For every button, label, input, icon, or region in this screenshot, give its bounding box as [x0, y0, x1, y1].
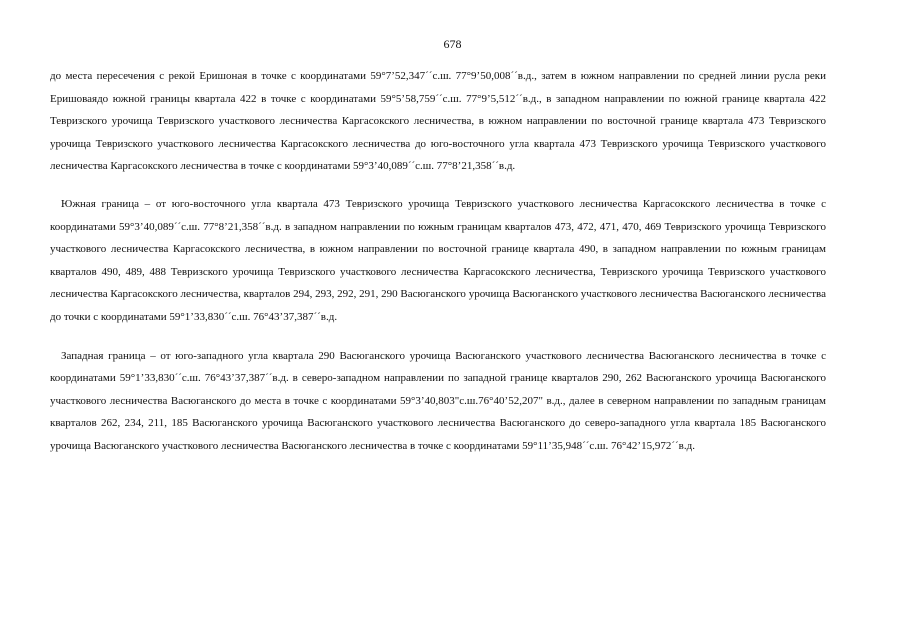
page-number: 678 — [443, 37, 462, 51]
paragraph-continuation: до места пересечения с рекой Еришоная в точке с координатами 59°7’52,347´´с.ш. 77°9’50,008´´в.д., затем в южном направлении по средней линии русла реки Еришоваядо южной границы квартала 422 в точке с координатами 59°5’58,759´´с.ш. 77°9’5,512´´в.д., в западном направлении по южной границе квартала 422 Тевризского урочища Тевризского участкового лесничества Каргасокского лесничества, в южном направлении по восточной границе квартала 473 Тевризского урочища Тевризского участкового лесничества Каргасокского лесничества до юго-восточного угла квартала 473 Тевризского урочища Тевризского участкового лесничества Каргасокского лесничества в точке с координатами 59°3’40,089´´с.ш. 77°8’21,358´´в.д. — [50, 70, 826, 173]
paragraph-western-border: Западная граница – от юго-западного угла квартала 290 Васюганского урочища Васюганского участкового лесничества Васюганского лесничества в точке с координатами 59°1’33,830´´с.ш. 76°43’37,387´´в.д. в северо-западном направлении по западной границе кварталов 290, 262 Васюганского урочища Васюганского участкового лесничества Васюганского до места в точке с координатами 59°3’40,803"с.ш.76°40’52,207" в.д., далее в северном направлении по западным границам кварталов 262, 234, 211, 185 Васюганского урочища Васюганского участкового лесничества Васюганского до северо-западного угла квартала 185 Васюганского урочища Васюганского участкового лесничества Васюганского лесничества в точке с координатами 59°11’35,948´´с.ш. 76°42’15,972´´в.д. — [50, 349, 826, 452]
document-body — [50, 65, 826, 458]
paragraph-southern-border: Южная граница – от юго-восточного угла квартала 473 Тевризского урочища Тевризского участкового лесничества Каргасокского лесничества в точке с координатами 59°3’40,089´´с.ш. 77°8’21,358´´в.д. в западном направлении по южным границам кварталов 473, 472, 471, 470, 469 Тевризского урочища Тевризского участкового лесничества Каргасокского лесничества, в южном направлении по восточной границе квартала 490, в западном направлении по южным границам кварталов 490, 489, 488 Тевризского урочища Тевризского участкового лесничества Каргасокского лесничества, Тевризского урочища Тевризского участкового лесничества Каргасокского лесничества, кварталов 294, 293, 292, 291, 290 Васюганского урочища Васюганского участкового лесничества Васюганского лесничества до точки с координатами 59°1’33,830´´с.ш. 76°43’37,387´´в.д. — [50, 197, 826, 323]
